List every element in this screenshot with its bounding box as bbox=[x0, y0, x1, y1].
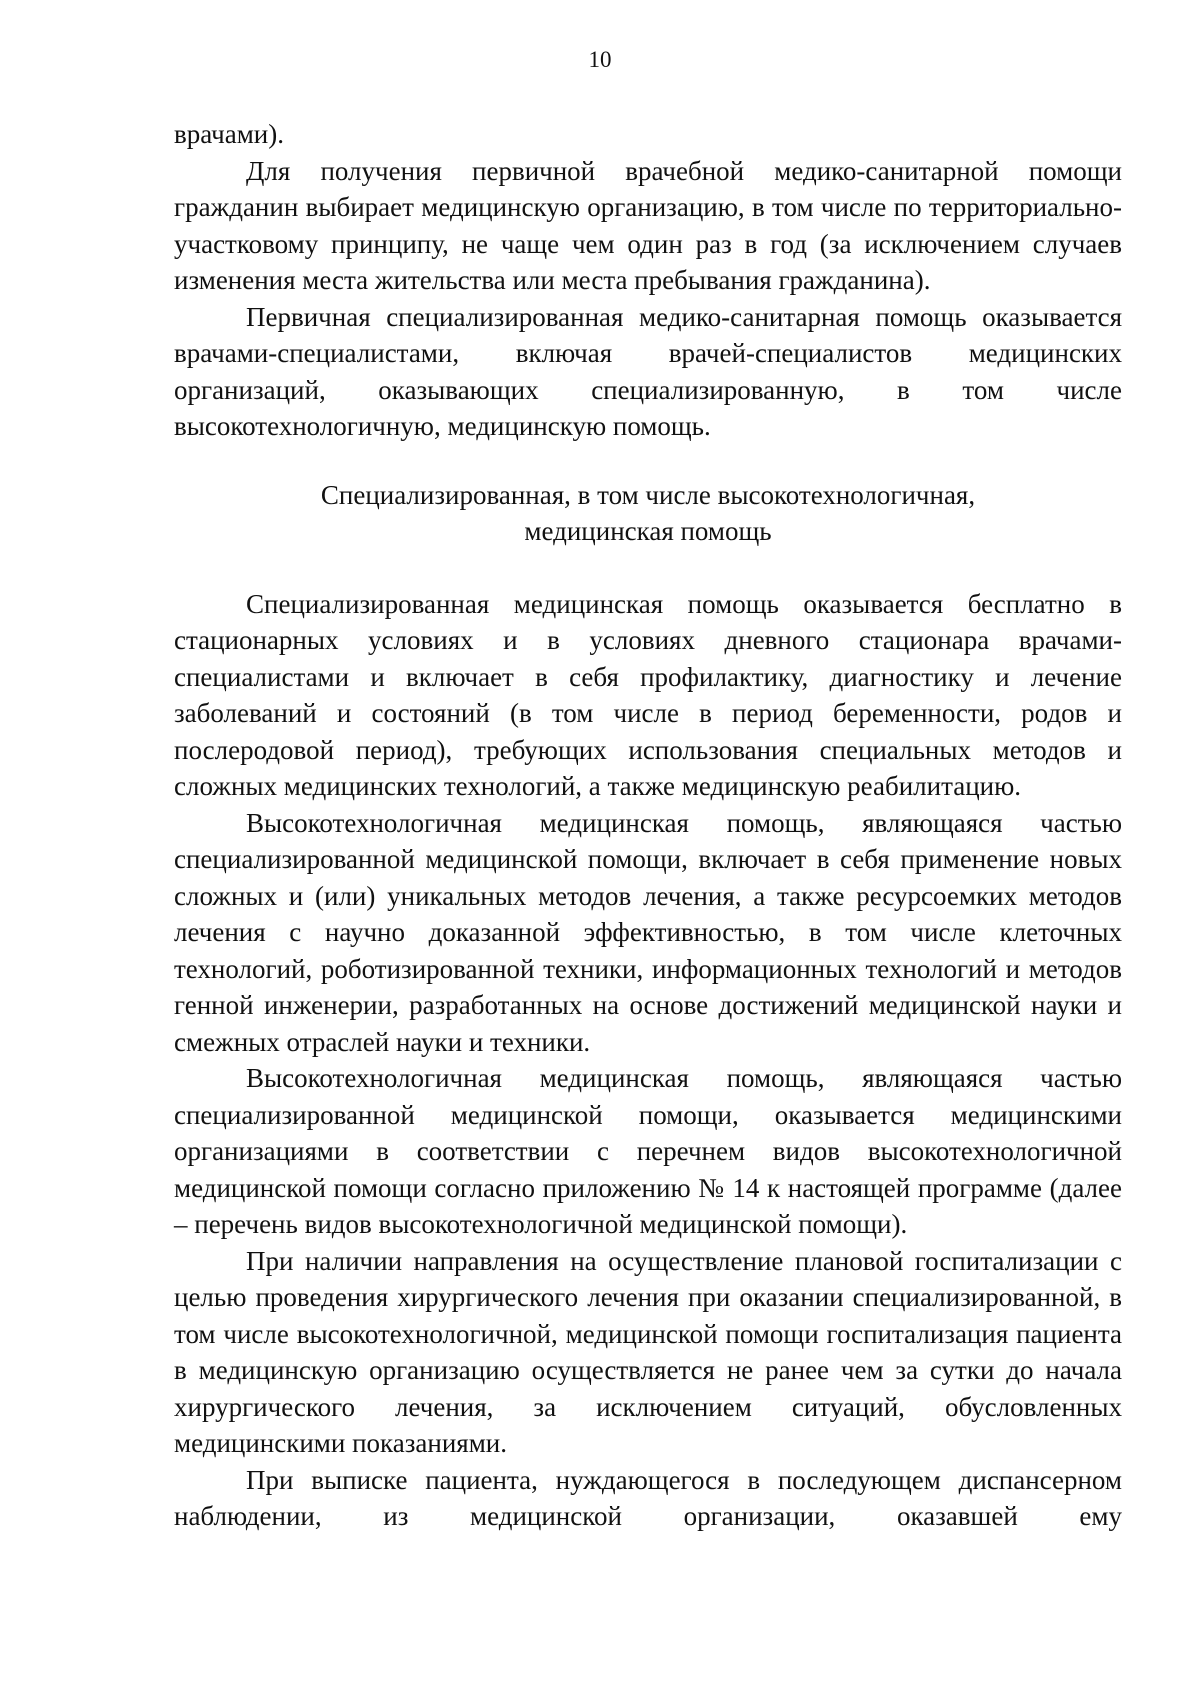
document-body bbox=[174, 116, 1122, 1535]
section-heading-line-2: медицинская помощь bbox=[524, 516, 772, 546]
paragraph-high-tech-care-definition: Высокотехнологичная медицинская помощь, являющаяся частью специализированной медицинской помощи, включает в себя применение новых сложных и (или) уникальных методов лечения, а также ресурсоемких методов лечения с научно доказанной эффективностью, в том числе клеточных технологий, роботизированной техники, информационных технологий и методов генной инженерии, разработанных на основе достижений медицинской науки и смежных отраслей науки и техники. bbox=[174, 807, 1122, 1057]
paragraph-specialized-care: Специализированная медицинская помощь оказывается бесплатно в стационарных условиях и в условиях дневного стационара врачами-специалистами и включает в себя профилактику, диагностику и лечение заболеваний и состояний (в том числе в период беременности, родов и послеродовой период), требующих использования специальных методов и сложных медицинских технологий, а также медицинскую реабилитацию. bbox=[174, 588, 1122, 801]
paragraph-continuation: врачами). bbox=[174, 119, 284, 149]
paragraph-high-tech-care-providers: Высокотехнологичная медицинская помощь, являющаяся частью специализированной медицинской помощи, оказывается медицинскими организациями в соответствии с перечнем видов высокотехнологичной медицинской помощи согласно приложению № 14 к настоящей программе (далее – перечень видов высокотехнологичной медицинской помощи). bbox=[174, 1063, 1122, 1239]
section-heading-line-1: Специализированная, в том числе высокотехнологичная, bbox=[320, 479, 976, 510]
paragraph-planned-hospitalization: При наличии направления на осуществление плановой госпитализации с целью проведения хирургического лечения при оказании специализированной, в том числе высокотехнологичной, медицинской помощи госпитализация пациента в медицинскую организацию осуществляется не ранее чем за сутки до начала хирургического лечения, за исключением ситуаций, обусловленных медицинскими показаниями. bbox=[174, 1245, 1122, 1458]
paragraph-primary-care-choice: Для получения первичной врачебной медико-санитарной помощи гражданин выбирает медицинскую организацию, в том числе по территориально-участковому принципу, не чаще чем один раз в год (за исключением случаев изменения места жительства или места пребывания гражданина). bbox=[174, 155, 1122, 295]
page-number: 10 bbox=[588, 47, 612, 72]
paragraph-primary-specialized-care: Первичная специализированная медико-санитарная помощь оказывается врачами-специалистами, включая врачей-специалистов медицинских организаций, оказывающих специализированную, в том числе высокотехнологичную, медицинскую помощь. bbox=[174, 301, 1122, 441]
paragraph-discharge: При выписке пациента, нуждающегося в последующем диспансерном наблюдении, из медицинской организации, оказавшей ему bbox=[174, 1464, 1122, 1531]
section-heading bbox=[174, 477, 1122, 550]
